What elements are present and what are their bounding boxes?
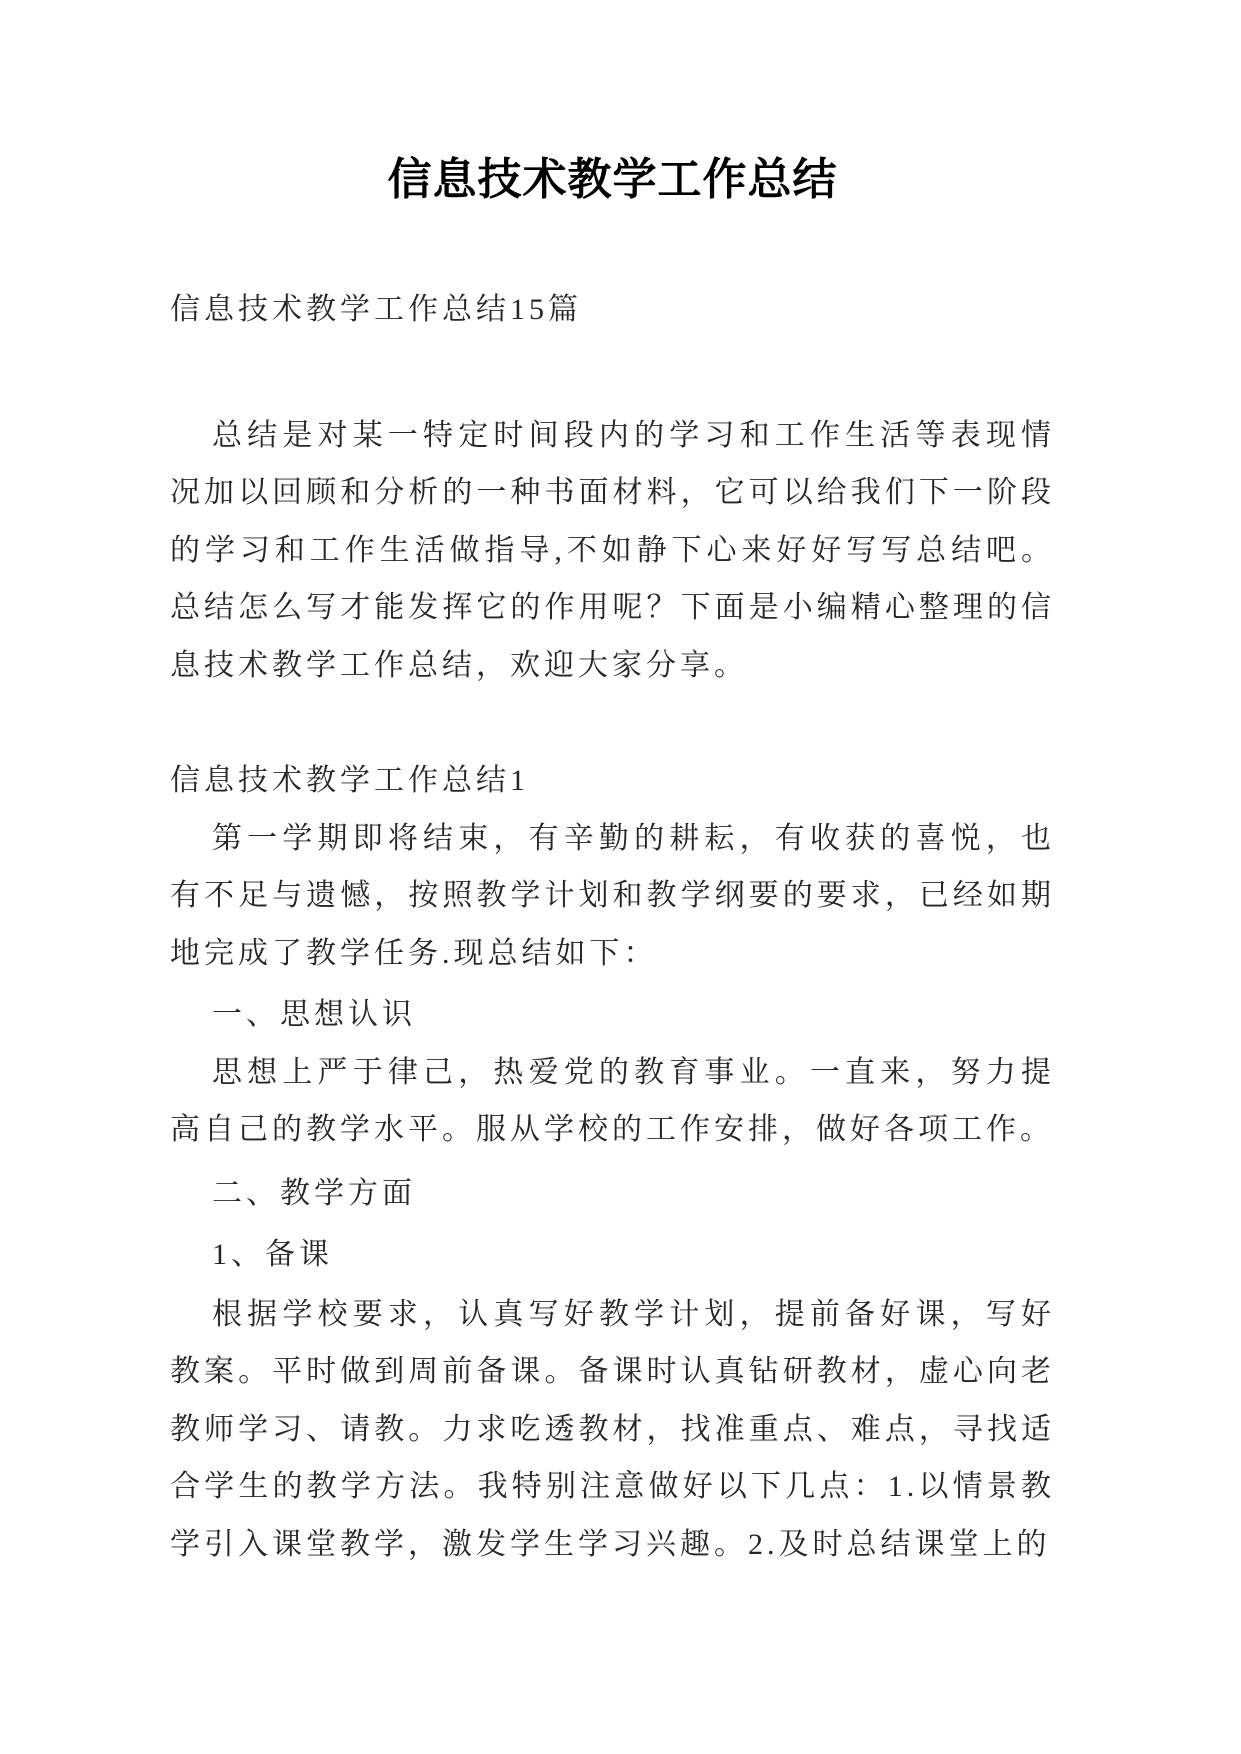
heading-teaching: 二、教学方面 bbox=[212, 1176, 416, 1210]
paragraph-ideology: 思想上严于律己，热爱党的教育事业。一直来，努力提高自己的教学水平。服从学校的工作安排，做好各项工作。 bbox=[170, 1055, 1055, 1146]
intro-paragraph: 总结是对某一特定时间段内的学习和工作生活等表现情况加以回顾和分析的一种书面材料，它可以给我们下一阶段的学习和工作生活做指导,不如静下心来好好写写总结吧。总结怎么写才能发挥它的作用呢？下面是小编精心整理的信息技术教学工作总结，欢迎大家分享。 bbox=[170, 418, 1055, 682]
section-heading-part1: 信息技术教学工作总结1 bbox=[170, 764, 529, 797]
document-content bbox=[0, 147, 1241, 1573]
paragraph-semester-summary: 第一学期即将结束，有辛勤的耕耘，有收获的喜悦，也有不足与遗憾，按照教学计划和教学纲要的要求，已经如期地完成了教学任务.现总结如下： bbox=[170, 821, 1055, 970]
paragraph-lesson-prep: 根据学校要求，认真写好教学计划，提前备好课，写好教案。平时做到周前备课。备课时认真钻研教材，虚心向老教师学习、请教。力求吃透教材，找准重点、难点，寻找适合学生的教学方法。我特别注意做好以下几点：1.以情景教学引入课堂教学，激发学生学习兴趣。2.及时总结课堂上的 bbox=[170, 1297, 1055, 1561]
document-title: 信息技术教学工作总结 bbox=[387, 155, 838, 204]
subtitle-line: 信息技术教学工作总结15篇 bbox=[170, 293, 582, 326]
heading-ideology: 一、思想认识 bbox=[212, 998, 416, 1031]
heading-lesson-prep: 1、备课 bbox=[212, 1238, 333, 1271]
